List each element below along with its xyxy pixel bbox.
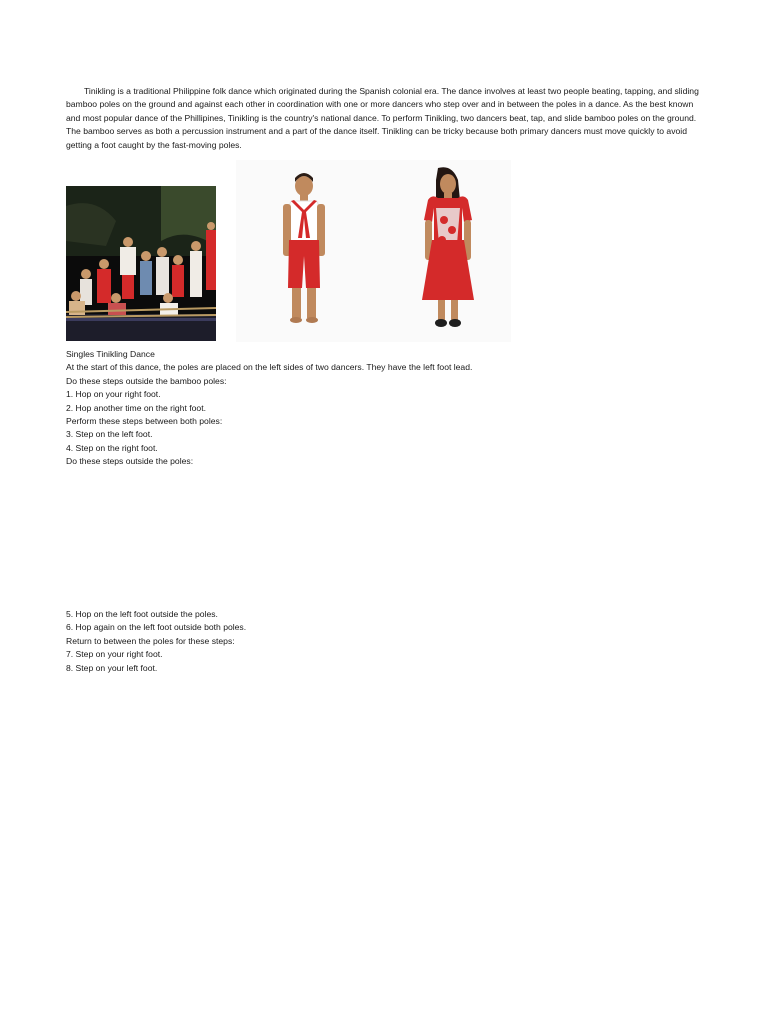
steps-block-1 (66, 348, 472, 469)
step-item: 6. Hop again on the left foot outside both poles. (66, 622, 247, 633)
intro-paragraph: Tinikling is a traditional Philippine folk dance which originated during the Spanish colonial era. The dance involves at least two people beating, tapping, and sliding bamboo poles on the ground and against each other in coordination with one or more dancers who step over and in between the poles in a dance. As the best known and most popular dance of the Phillipines, Tinikling is the country's national dance. To perform Tinikling, two dancers beat, tap, and slide bamboo poles on the ground. The bamboo serves as both a percussion instrument and a part of the dance itself. Tinikling can be tricky because both primary dancers must move quickly to avoid getting a foot caught by the fast-moving poles. (66, 86, 699, 150)
step-instruction: Do these steps outside the bamboo poles: (66, 375, 227, 386)
step-item: 4. Step on the right foot. (66, 442, 158, 453)
steps-intro: At the start of this dance, the poles are placed on the left sides of two dancers. They have the left foot lead. (66, 362, 473, 373)
step-item: 5. Hop on the left foot outside the poles. (66, 609, 218, 619)
girl-illustration (376, 160, 511, 342)
step-instruction: Do these steps outside the poles: (66, 456, 194, 467)
steps-block-2 (66, 608, 246, 675)
boy-photo (236, 160, 376, 342)
girl-photo (376, 160, 511, 342)
step-item: 3. Step on the left foot. (66, 429, 153, 440)
step-item: 1. Hop on your right foot. (66, 389, 161, 400)
performance-illustration (66, 186, 216, 341)
performance-photo (66, 186, 216, 341)
step-instruction: Return to between the poles for these steps: (66, 635, 235, 646)
step-instruction: Perform these steps between both poles: (66, 416, 223, 427)
step-item: 8. Step on your left foot. (66, 662, 158, 673)
step-item: 7. Step on your right foot. (66, 649, 163, 660)
step-item: 2. Hop another time on the right foot. (66, 402, 206, 413)
boy-illustration (236, 160, 376, 342)
section-heading: Singles Tinikling Dance (66, 349, 155, 359)
